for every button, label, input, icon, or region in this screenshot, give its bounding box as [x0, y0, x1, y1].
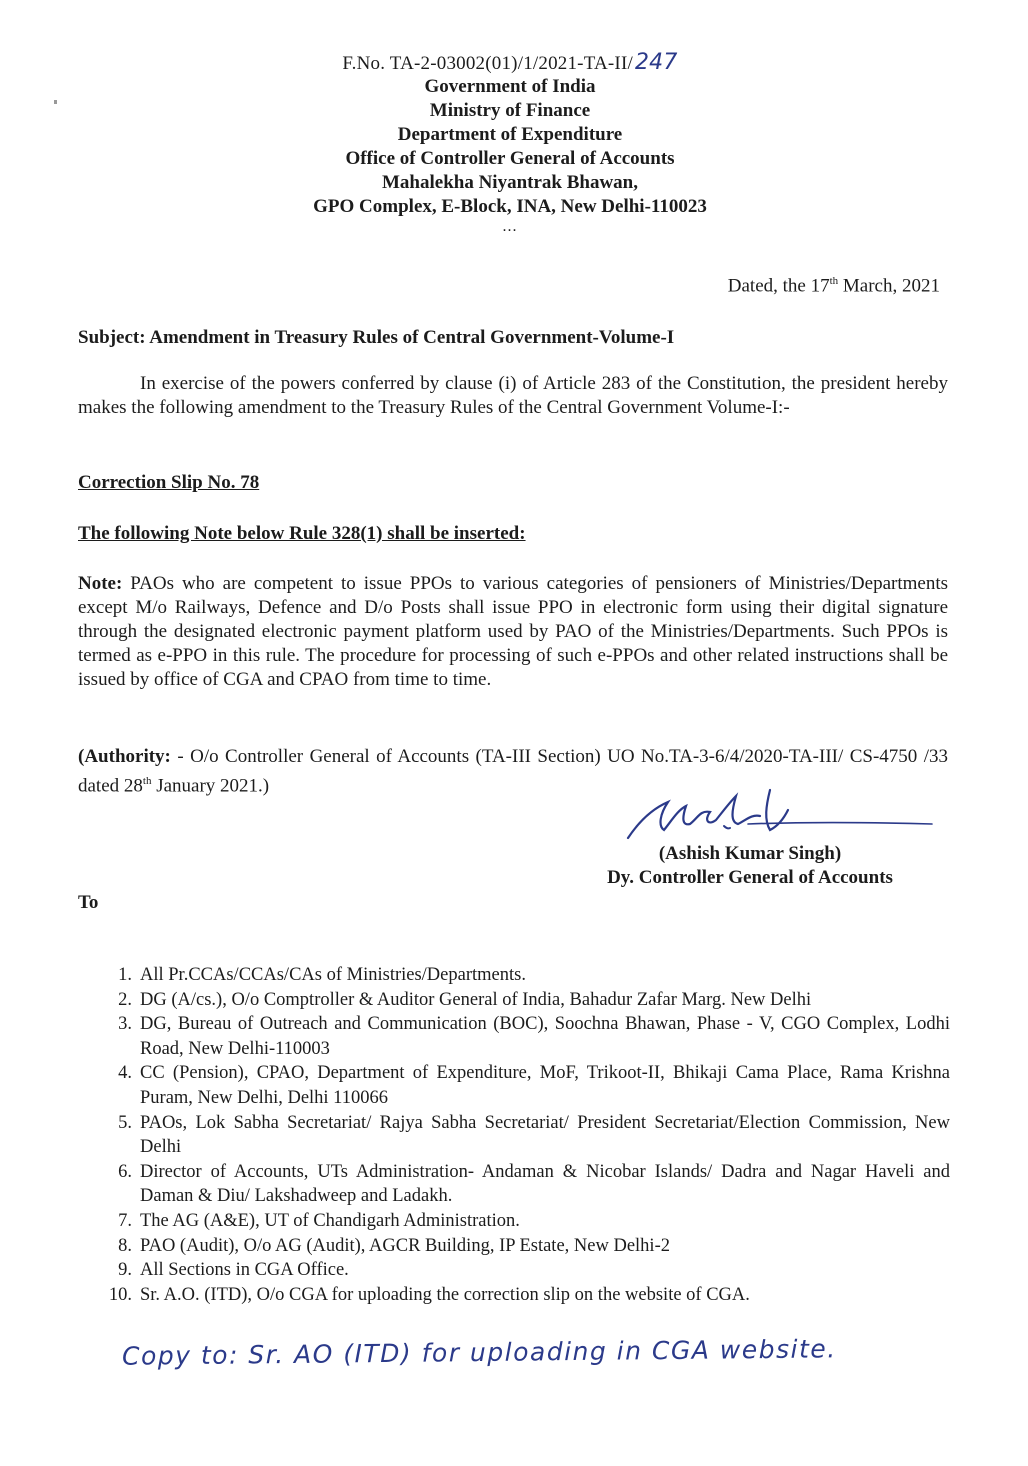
list-item-text: DG, Bureau of Outreach and Communication (BOC), Soochna Bhawan, Phase - V, CGO Complex, Lodhi Road, New Delhi-110003 [140, 1014, 950, 1059]
list-item-text: All Pr.CCAs/CCAs/CAs of Ministries/Departments. [140, 965, 526, 985]
recipient-list [110, 963, 950, 1307]
list-item [110, 1258, 950, 1283]
insertion-heading: The following Note below Rule 328(1) shall be inserted: [78, 523, 526, 544]
note-paragraph [78, 572, 948, 692]
scan-speck [54, 100, 57, 104]
date-ordinal: th [829, 275, 839, 287]
list-item-number: 7. [118, 1210, 132, 1231]
list-item-number: 4. [118, 1063, 132, 1084]
list-item [110, 1111, 950, 1160]
list-item-text: PAOs, Lok Sabha Secretariat/ Rajya Sabha Secretariat/ President Secretariat/Election Commission, New Delhi [140, 1112, 950, 1158]
authority-label: (Authority: [78, 746, 171, 767]
list-item [110, 963, 950, 988]
list-item [110, 1160, 950, 1209]
list-item-number: 6. [118, 1161, 132, 1182]
note-text: PAOs who are competent to issue PPOs to various categories of pensioners of Ministries/Departments except M/o Railways, Defence and D/o Posts shall issue PPO in electronic form using their digital signature through the designated electronic payment platform used by PAO of the Ministries/Departments. Such PPOs is termed as e-PPO in this rule. The procedure for processing of such e-PPOs and other related instructions shall be issued by office of CGA and CPAO from time to time. [78, 573, 948, 690]
list-item-number: 10. [108, 1284, 132, 1305]
list-item-text: Director of Accounts, UTs Administration- Andaman & Nicobar Islands/ Dadra and Nagar Haveli and Daman & Diu/ Lakshadweep and Ladakh. [140, 1161, 950, 1207]
list-item-text: All Sections in CGA Office. [140, 1260, 349, 1281]
file-number-printed: F.No. TA-2-03002(01)/1/2021-TA-II/ [342, 53, 633, 74]
list-item-text: The AG (A&E), UT of Chandigarh Administration. [140, 1210, 520, 1231]
list-item [110, 1209, 950, 1234]
file-number-handwritten: 247 [634, 50, 678, 75]
list-item-number: 3. [118, 1014, 132, 1035]
authority-suffix: January 2021.) [151, 775, 270, 797]
date-line [728, 275, 940, 297]
list-item [110, 1234, 950, 1259]
list-item-number: 1. [118, 965, 132, 985]
letterhead-line-government: Government of India [424, 76, 596, 97]
list-item-number: 2. [118, 989, 132, 1010]
signatory [580, 842, 920, 890]
list-item [110, 988, 950, 1013]
file-number [260, 50, 760, 75]
handwritten-copy-to-note: Copy to: Sr. AO (ITD) for uploading in CGA website. [121, 1334, 837, 1371]
subject-line: Subject: Amendment in Treasury Rules of Central Government-Volume-I [78, 327, 675, 348]
list-item [110, 1012, 950, 1061]
letterhead-line-address: GPO Complex, E-Block, INA, New Delhi-110023 [313, 196, 707, 217]
list-item-number: 9. [118, 1260, 132, 1281]
signature-image [620, 780, 940, 850]
signatory-designation: Dy. Controller General of Accounts [607, 867, 893, 888]
letterhead-line-office: Office of Controller General of Accounts [345, 148, 675, 169]
list-item-number: 5. [118, 1112, 132, 1133]
authority-ordinal: th [142, 775, 152, 787]
letterhead [260, 50, 760, 235]
signatory-name: (Ashish Kumar Singh) [658, 843, 842, 864]
list-item-text: Sr. A.O. (ITD), O/o CGA for uploading the correction slip on the website of CGA. [140, 1284, 750, 1305]
list-item-text: CC (Pension), CPAO, Department of Expenditure, MoF, Trikoot-II, Bhikaji Cama Place, Rama Krishna Puram, New Delhi, Delhi 110066 [140, 1063, 950, 1108]
letterhead-line-department: Department of Expenditure [397, 124, 623, 145]
intro-paragraph: In exercise of the powers conferred by clause (i) of Article 283 of the Constitution, the president hereby makes the following amendment to the Treasury Rules of the Central Government Volume-I:- [78, 373, 948, 418]
list-item-text: DG (A/cs.), O/o Comptroller & Auditor General of India, Bahadur Zafar Marg. New Delhi [140, 989, 812, 1010]
authority-text: - O/o Controller General of Accounts (TA-III Section) UO No.TA-3-6/4/2020-TA-III/ CS-4750 /33 dated 28 [78, 746, 948, 797]
list-item [110, 1061, 950, 1110]
to-label: To [78, 892, 99, 913]
date-suffix: March, 2021 [838, 275, 940, 297]
list-item-text: PAO (Audit), O/o AG (Audit), AGCR Building, IP Estate, New Delhi-2 [140, 1235, 670, 1256]
date-prefix: Dated, the 17 [727, 275, 830, 297]
letterhead-separator: ... [502, 218, 518, 235]
note-label: Note: [78, 573, 123, 594]
correction-slip-heading: Correction Slip No. 78 [78, 472, 260, 493]
letterhead-line-bhawan: Mahalekha Niyantrak Bhawan, [381, 172, 639, 193]
letterhead-line-ministry: Ministry of Finance [429, 100, 591, 121]
list-item [110, 1283, 950, 1308]
list-item-number: 8. [118, 1235, 132, 1256]
